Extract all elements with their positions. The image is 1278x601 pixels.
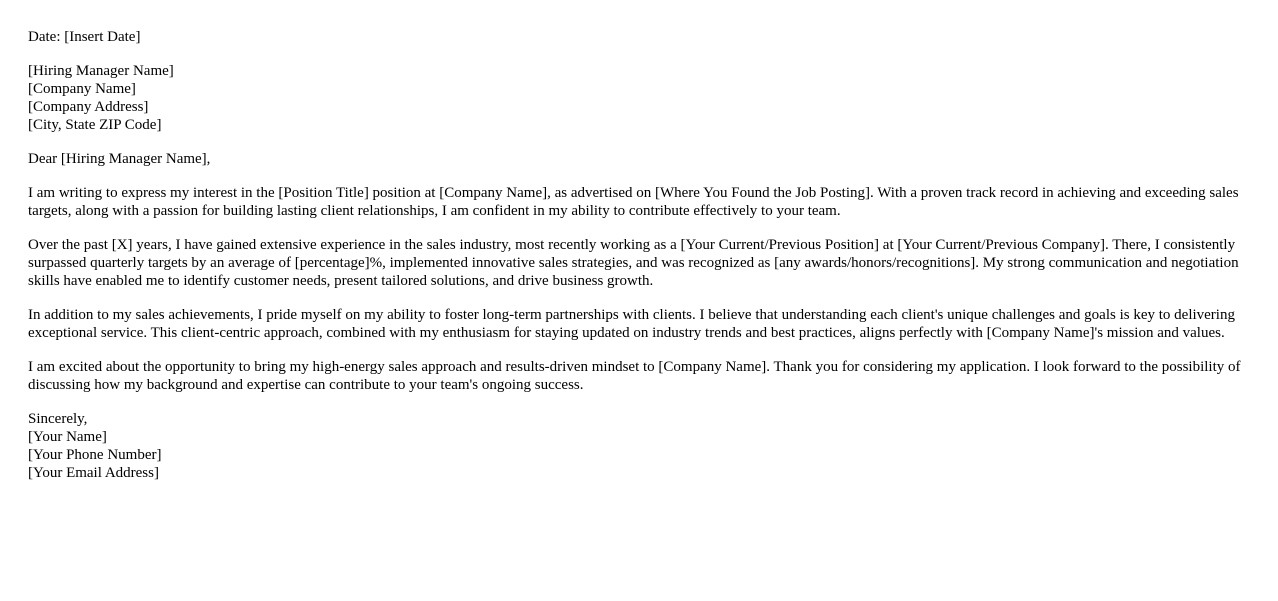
body-paragraph-intro: I am writing to express my interest in the [Position Title] position at [Company Name], as advertised on [Where You Found the Job Posting]. With a proven track record in achieving and exceeding sales targets, along with a passion for building lasting client relationships, I am confident in my ability to contribute effectively to your team. xyxy=(28,185,1239,219)
valediction: Sincerely, xyxy=(28,411,88,427)
recipient-address: [Company Address] xyxy=(28,99,149,115)
recipient-company: [Company Name] xyxy=(28,81,136,97)
body-paragraph-closing: I am excited about the opportunity to bring my high-energy sales approach and results-driven mindset to [Company Name]. Thank you for considering my application. I look forward to the possibility of discussing how my background and expertise can contribute to your team's ongoing success. xyxy=(28,359,1241,393)
sender-name: [Your Name] xyxy=(28,429,107,445)
body-paragraph-partnerships: In addition to my sales achievements, I pride myself on my ability to foster long-term partnerships with clients. I believe that understanding each client's unique challenges and goals is key to delivering exceptional service. This client-centric approach, combined with my enthusiasm for staying updated on industry trends and best practices, aligns perfectly with [Company Name]'s mission and values. xyxy=(28,307,1235,341)
recipient-address-block xyxy=(28,62,1250,134)
sender-phone: [Your Phone Number] xyxy=(28,447,162,463)
recipient-city-state-zip: [City, State ZIP Code] xyxy=(28,117,162,133)
cover-letter xyxy=(28,28,1250,498)
salutation: Dear [Hiring Manager Name], xyxy=(28,151,211,167)
signature-block xyxy=(28,410,1250,482)
date-line: Date: [Insert Date] xyxy=(28,29,141,45)
body-paragraph-experience: Over the past [X] years, I have gained extensive experience in the sales industry, most recently working as a [Your Current/Previous Position] at [Your Current/Previous Company]. There, I consistently surpassed quarterly targets by an average of [percentage]%, implemented innovative sales strategies, and was recognized as [any awards/honors/recognitions]. My strong communication and negotiation skills have enabled me to identify customer needs, present tailored solutions, and drive business growth. xyxy=(28,237,1239,289)
sender-email: [Your Email Address] xyxy=(28,465,159,481)
recipient-name: [Hiring Manager Name] xyxy=(28,63,174,79)
